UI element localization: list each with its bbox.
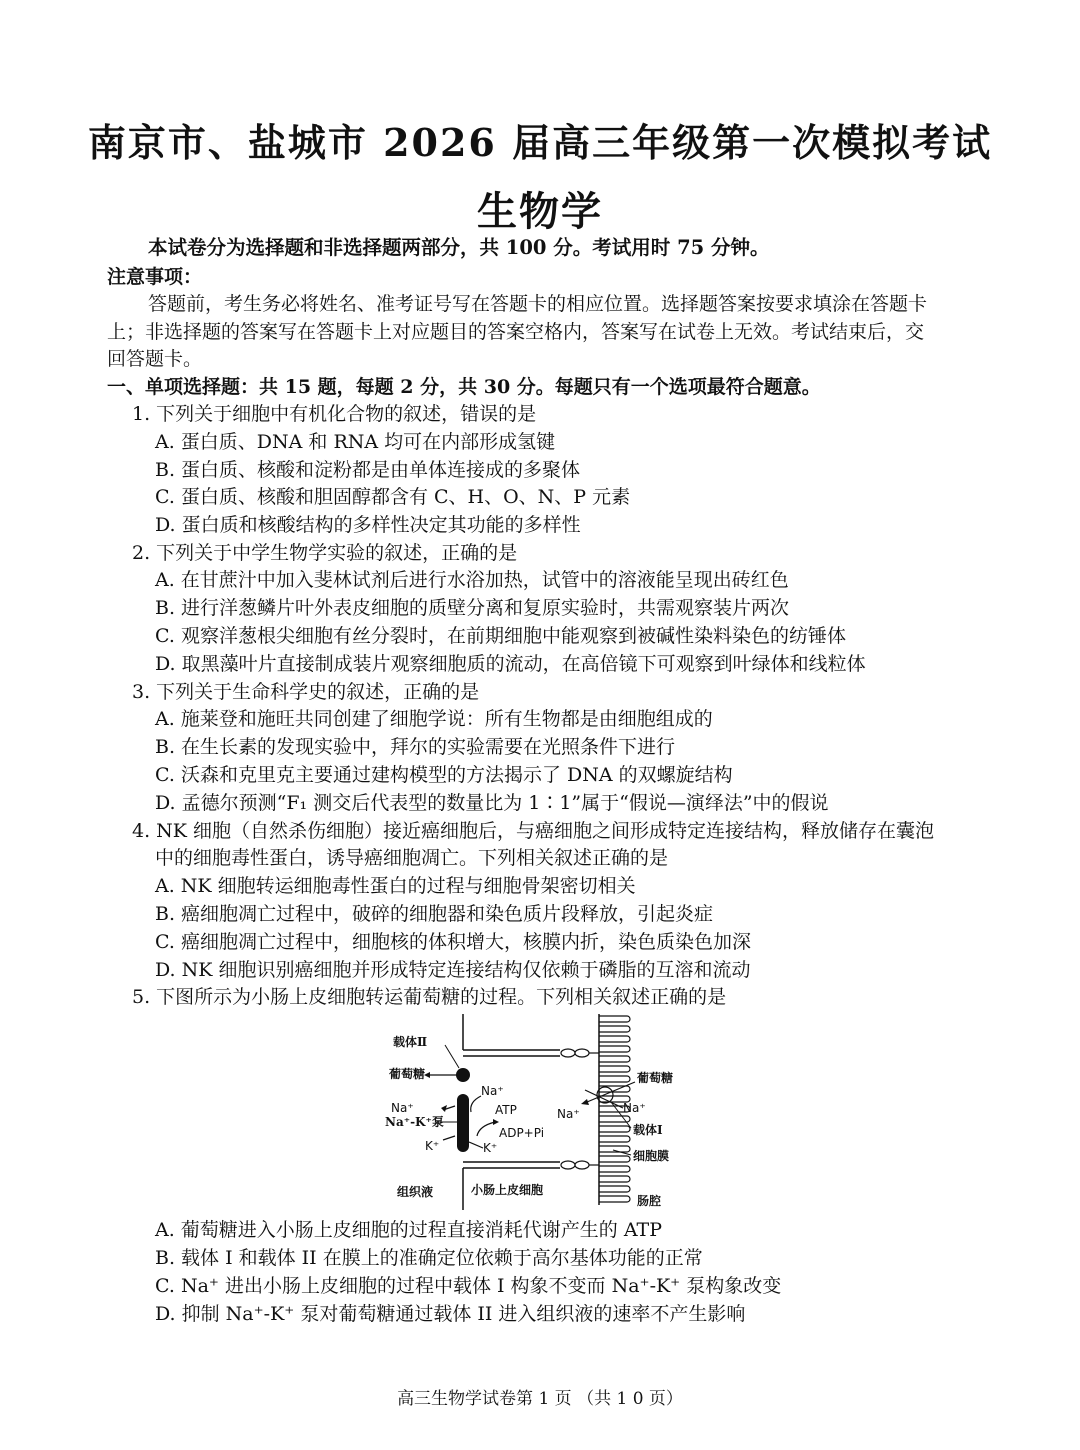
label-k-right: K⁺ [483,1141,498,1155]
question-option: D. 抑制 Na⁺-K⁺ 泵对葡萄糖通过载体 II 进入组织液的速率不产生影响 [155,1303,746,1325]
label-adp: ADP+Pi [499,1126,545,1140]
question-stem: 3. 下列关于生命科学史的叙述，正确的是 [132,681,480,703]
question-stem: 1. 下列关于细胞中有机化合物的叙述，错误的是 [132,403,537,425]
question-stem: 4. NK 细胞（自然杀伤细胞）接近癌细胞后，与癌细胞之间形成特定连接结构，释放储存在囊泡 [132,820,935,842]
label-cell: 小肠上皮细胞 [471,1183,544,1197]
label-lumen: 肠腔 [637,1194,662,1208]
question-option: A. NK 细胞转运细胞毒性蛋白的过程与细胞骨架密切相关 [155,875,636,897]
notice-line: 上；非选择题的答案写在答题卡上对应题目的答案空格内，答案写在试卷上无效。考试结束后，交 [107,321,925,343]
question-stem: 5. 下图所示为小肠上皮细胞转运葡萄糖的过程。下列相关叙述正确的是 [132,986,727,1008]
question-option: C. 癌细胞凋亡过程中，细胞核的体积增大，核膜内折，染色质染色加深 [155,931,751,953]
question-option: B. 在生长素的发现实验中，拜尔的实验需要在光照条件下进行 [155,736,676,758]
label-carrier-1: 载体Ⅰ [633,1123,663,1137]
question-option: D. NK 细胞识别癌细胞并形成特定连接结构仅依赖于磷脂的互溶和流动 [155,959,751,981]
glucose-transport-diagram [385,1010,705,1215]
notice-heading: 注意事项： [107,266,203,288]
na-k-pump [457,1094,469,1152]
question-option: C. 蛋白质、核酸和胆固醇都含有 C、H、O、N、P 元素 [155,486,631,508]
question-option: A. 在甘蔗汁中加入斐林试剂后进行水浴加热，试管中的溶液能呈现出砖红色 [155,569,789,591]
question-option: A. 蛋白质、DNA 和 RNA 均可在内部形成氢键 [155,431,556,453]
question-option: A. 葡萄糖进入小肠上皮细胞的过程直接消耗代谢产生的 ATP [155,1219,662,1241]
carrier-2 [456,1068,470,1082]
question-option: C. Na⁺ 进出小肠上皮细胞的过程中载体 I 构象不变而 Na⁺-K⁺ 泵构象改变 [155,1275,782,1297]
question-option: B. 载体 I 和载体 II 在膜上的准确定位依赖于高尔基体功能的正常 [155,1247,703,1269]
exam-title: 南京市、盐城市 2026 届高三年级第一次模拟考试 [87,120,993,165]
question-option: C. 沃森和克里克主要通过建构模型的方法揭示了 DNA 的双螺旋结构 [155,764,733,786]
label-na-in: Na⁺ [557,1107,580,1121]
label-na-left: Na⁺ [481,1084,504,1098]
notice-line: 回答题卡。 [107,348,203,370]
section-heading: 一、单项选择题：共 15 题，每题 2 分，共 30 分。每题只有一个选项最符合题意。 [107,376,821,398]
label-tissue-fluid: 组织液 [397,1185,434,1199]
notice-line: 答题前，考生务必将姓名、准考证号写在答题卡的相应位置。选择题答案按要求填涂在答题卡 [148,293,928,315]
question-option: B. 进行洋葱鳞片叶外表皮细胞的质壁分离和复原实验时，共需观察装片两次 [155,597,790,619]
exam-intro: 本试卷分为选择题和非选择题两部分，共 100 分。考试用时 75 分钟。 [148,236,770,259]
label-atp: ATP [495,1103,517,1117]
question-option: A. 施莱登和施旺共同创建了细胞学说：所有生物都是由细胞组成的 [155,708,713,730]
question-option: D. 孟德尔预测“F₁ 测交后代表型的数量比为 1∶1”属于“假说—演绎法”中的假说 [155,792,829,814]
question-stem-cont: 中的细胞毒性蛋白，诱导癌细胞凋亡。下列相关叙述正确的是 [155,847,669,869]
question-option: D. 蛋白质和核酸结构的多样性决定其功能的多样性 [155,514,581,536]
label-glucose-right: 葡萄糖 [637,1071,674,1085]
question-option: D. 取黑藻叶片直接制成装片观察细胞质的流动，在高倍镜下可观察到叶绿体和线粒体 [155,653,866,675]
question-option: C. 观察洋葱根尖细胞有丝分裂时，在前期细胞中能观察到被碱性染料染色的纺锤体 [155,625,846,647]
question-stem: 2. 下列关于中学生物学实验的叙述，正确的是 [132,542,518,564]
question-option: B. 癌细胞凋亡过程中，破碎的细胞器和染色质片段释放，引起炎症 [155,903,714,925]
label-na-carrier: Na⁺ [623,1101,646,1115]
subject-title: 生物学 [477,188,603,235]
label-na-out: Na⁺ [391,1101,414,1115]
label-membrane: 细胞膜 [633,1149,670,1163]
question-option: B. 蛋白质、核酸和淀粉都是由单体连接成的多聚体 [155,459,581,481]
label-glucose-left: 葡萄糖 [389,1067,426,1081]
label-pump: Na⁺-K⁺泵 [385,1115,444,1129]
label-carrier-2: 载体Ⅱ [393,1035,428,1049]
label-k-left: K⁺ [425,1139,440,1153]
page-footer: 高三生物学试卷第 1 页 （共 1 0 页） [397,1389,683,1409]
